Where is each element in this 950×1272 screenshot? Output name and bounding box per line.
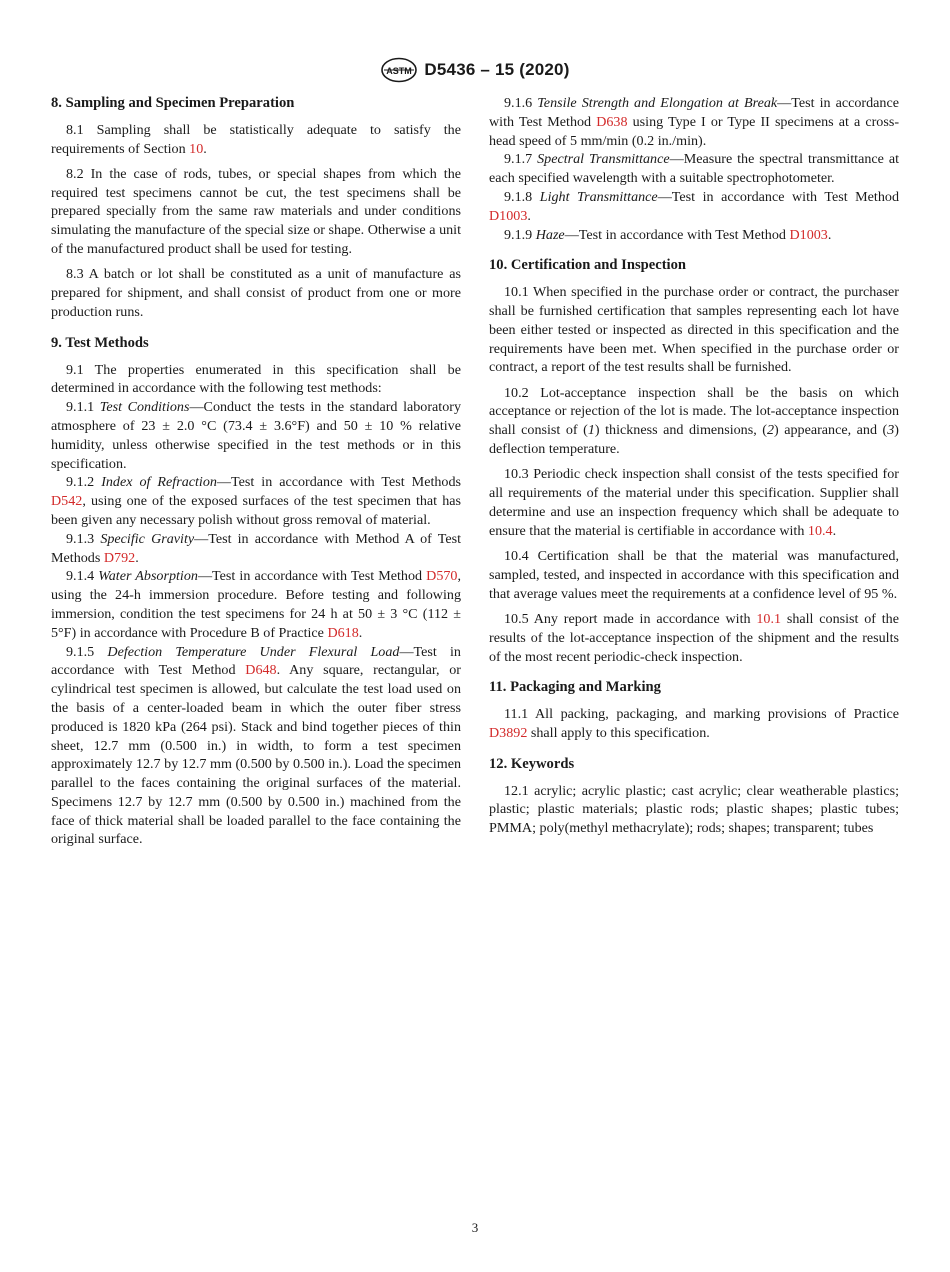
para-9-1-7: 9.1.7 Spectral Transmittance—Measure the spectral transmittance at each specified wavelength with a suitable spectrophotometer.: [489, 151, 899, 187]
astm-logo-icon: [380, 57, 418, 83]
para-9-1-3: 9.1.3 Specific Gravity—Test in accordance with Method A of Test Methods D792.: [51, 530, 462, 566]
para-8-2: 8.2 In the case of rods, tubes, or special shapes from which the required test specimens cannot be cut, the test specimens shall be prepared specially from the same raw materials and under conditions simulating the manufacture of the special size or shape. Otherwise a unit of the manufactured product shall be used for testing.: [51, 165, 461, 258]
d1003-link[interactable]: D1003: [789, 226, 828, 243]
section-12-heading: 12. Keywords: [489, 755, 575, 772]
d792-link[interactable]: D792: [103, 549, 136, 566]
d3892-link[interactable]: D3892: [489, 724, 528, 741]
para-8-3: 8.3 A batch or lot shall be constituted as a unit of manufacture as prepared for shipment, and shall consist of product from one or more production runs.: [51, 266, 461, 320]
astm-logo-text: ASTM: [386, 66, 413, 76]
standard-designation: D5436 – 15 (2020): [424, 60, 570, 79]
d638-link[interactable]: D638: [596, 113, 628, 130]
para-10-3: 10.3 Periodic check inspection shall consist of the tests specified for all requirements of the material under this specification. Supplier shall determine and use an inspection frequency which shall be adequate to ensure that the material is certifiable in accordance with 10.4.: [489, 466, 899, 539]
section-11-heading: 11. Packaging and Marking: [489, 679, 661, 696]
para-9-1-9: 9.1.9 Haze—Test in accordance with Test Method D1003.: [504, 226, 832, 243]
para-8-1: 8.1 Sampling shall be statistically adequate to satisfy the requirements of Section 10.: [51, 121, 461, 157]
para-10-2: 10.2 Lot-acceptance inspection shall be the basis on which acceptance or rejection of the lot is made. The lot-acceptance inspection shall consist of (1) thickness and dimensions, (2) appearance, and (3) deflection temperature.: [489, 384, 899, 458]
d542-link[interactable]: D542: [51, 493, 83, 510]
d648-link[interactable]: D648: [245, 662, 277, 679]
para-9-1-8: 9.1.8 Light Transmittance—Test in accordance with Test Method D1003.: [489, 188, 899, 224]
d1003-link[interactable]: D1003: [489, 207, 528, 224]
d570-link[interactable]: D570: [426, 568, 458, 585]
section-10-4-link[interactable]: 10.4: [807, 522, 833, 539]
section-10-heading: 10. Certification and Inspection: [489, 257, 687, 274]
left-column: [51, 94, 461, 849]
page-header: [0, 57, 950, 83]
para-11-1: 11.1 All packing, packaging, and marking provisions of Practice D3892 shall apply to this specification.: [489, 706, 899, 741]
para-9-1-5: 9.1.5 Defection Temperature Under Flexural Load—Test in accordance with Test Method D648. Any square, rectangular, or cylindrical test specimen is allowed, but calculate the test load used on the basis of a center-loaded beam in which the outer fiber stress produced is 1820 kPa (264 psi). Stack and bind together pieces of thin sheet, 12.7 mm (0.500 in.) in width, to form a test specimen approximately 12.7 by 12.7 mm (0.500 by 0.500 in.). Load the specimen parallel to the faces containing the original surfaces of the material. Specimens 12.7 by 12.7 mm (0.500 by 0.500 in.) machined from the face of thick material shall be loaded parallel to the face containing the original surface.: [51, 643, 461, 848]
para-9-1: 9.1 The properties enumerated in this specification shall be determined in accordance with the following test methods:: [51, 361, 461, 397]
para-9-1-1: 9.1.1 Test Conditions—Conduct the tests in the standard laboratory atmosphere of 23 ± 2.0 °C (73.4 ± 3.6°F) and 50 ± 10 % relative humidity, unless otherwise specified in the test methods or in this specification.: [51, 399, 461, 472]
page-number: 3: [471, 1220, 479, 1235]
section-9-heading: 9. Test Methods: [51, 334, 149, 351]
para-9-1-2: 9.1.2 Index of Refraction—Test in accordance with Test Methods D542, using one of the exposed surfaces of the test specimen that has been given any necessary polish without gross removal of material.: [51, 474, 461, 528]
section-8-heading: 8. Sampling and Specimen Preparation: [51, 95, 295, 111]
para-10-1: 10.1 When specified in the purchase order or contract, the purchaser shall be furnished certification that samples representing each lot have been either tested or inspected as directed in this specification and the requirements have been met. When specified in the purchase order or contract, a report of the test results shall be furnished.: [489, 284, 899, 376]
para-12-1: 12.1 acrylic; acrylic plastic; cast acrylic; clear weatherable plastics; plastic; plastic materials; plastic rods; plastic shapes; plastic tubes; PMMA; poly(methyl methacrylate); rods; shapes; transparent; tubes: [489, 782, 899, 837]
para-9-1-4: 9.1.4 Water Absorption—Test in accordance with Test Method D570, using the 24-h immersion procedure. Before testing and following immersion, condition the test specimens for 24 h at 50 ± 3 °C (112 ± 5°F) in accordance with Procedure B of Practice D618.: [51, 568, 462, 641]
d618-link[interactable]: D618: [327, 624, 359, 641]
para-9-1-6: 9.1.6 Tensile Strength and Elongation at Break—Test in accordance with Test Method D638 using Type I or Type II specimens at a cross-head speed of 5 mm/min (0.2 in./min).: [489, 95, 900, 149]
para-10-4: 10.4 Certification shall be that the material was manufactured, sampled, tested, and inspected in accordance with this specification and that average values meet the requirements at a confidence level of 95 %.: [489, 548, 899, 602]
section-10-link[interactable]: 10: [189, 140, 204, 157]
right-column: [489, 94, 899, 838]
section-10-1-link[interactable]: 10.1: [756, 610, 782, 627]
para-10-5: 10.5 Any report made in accordance with 10.1 shall consist of the results of the lot-acceptance inspection of the shipment and the results of the most recent periodic-check inspection.: [489, 610, 899, 665]
